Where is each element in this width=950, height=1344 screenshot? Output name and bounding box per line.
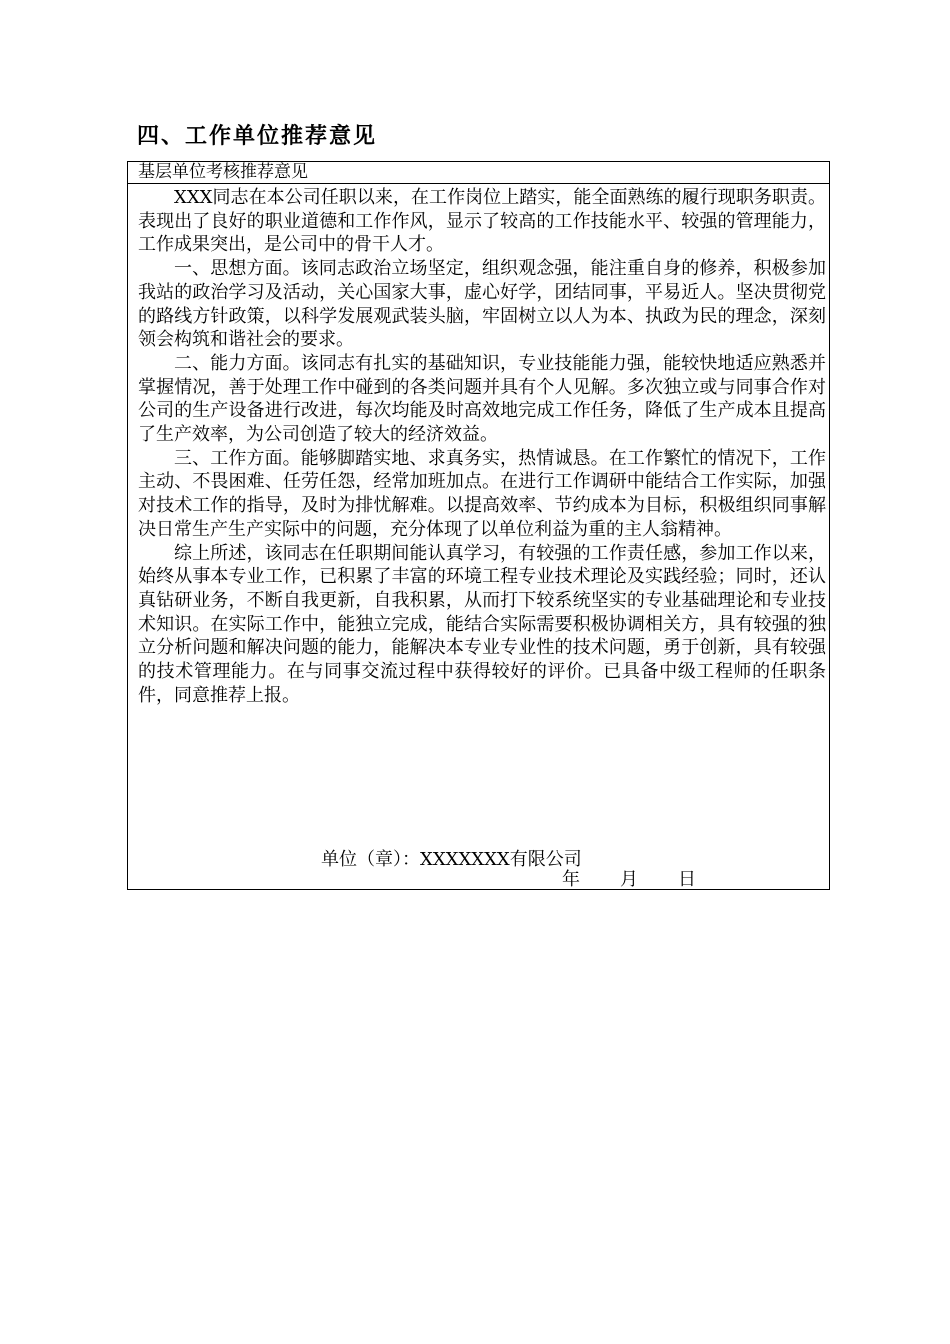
paragraph-intro: XXX同志在本公司任职以来，在工作岗位上踏实，能全面熟练的履行现职务职责。表现出了良好的职业道德和工作作风，显示了较高的工作技能水平、较强的管理能力，工作成果突出，是公司中的骨干人才。 bbox=[138, 187, 826, 256]
unit-signature: 单位（章）：XXXXXXX有限公司 bbox=[321, 849, 582, 870]
section-title: 四、工作单位推荐意见 bbox=[137, 123, 378, 149]
recommendation-body bbox=[138, 186, 826, 707]
table-header: 基层单位考核推荐意见 bbox=[128, 162, 829, 184]
date-day-label: 日 bbox=[678, 869, 696, 890]
paragraph-work: 三、工作方面。能够脚踏实地、求真务实，热情诚恳。在工作繁忙的情况下，工作主动、不畏困难、任劳任怨，经常加班加点。在进行工作调研中能结合工作实际，加强对技术工作的指导，及时为排忧解难。以提高效率、节约成本为目标，积极组织同事解决日常生产生产实际中的问题，充分体现了以单位利益为重的主人翁精神。 bbox=[138, 447, 826, 540]
date-line bbox=[562, 868, 696, 892]
date-year-label: 年 bbox=[562, 869, 580, 890]
recommendation-table bbox=[127, 161, 830, 890]
paragraph-summary: 综上所述，该同志在任职期间能认真学习，有较强的工作责任感，参加工作以来，始终从事本专业工作，已积累了丰富的环境工程专业技术理论及实践经验；同时，还认真钻研业务，不断自我更新，自我积累，从而打下较系统坚实的专业基础理论和专业技术知识。在实际工作中，能独立完成，能结合实际需要积极协调相关方，具有较强的独立分析问题和解决问题的能力，能解决本专业专业性的技术问题，勇于创新，具有较强的技术管理能力。在与同事交流过程中获得较好的评价。已具备中级工程师的任职条件，同意推荐上报。 bbox=[138, 542, 826, 706]
date-month-label: 月 bbox=[620, 869, 638, 890]
paragraph-ideology: 一、思想方面。该同志政治立场坚定，组织观念强，能注重自身的修养，积极参加我站的政治学习及活动，关心国家大事，虚心好学，团结同事，平易近人。坚决贯彻党的路线方针政策，以科学发展观武装头脑，牢固树立以人为本、执政为民的理念，深刻领会构筑和谐社会的要求。 bbox=[138, 258, 826, 351]
paragraph-ability: 二、能力方面。该同志有扎实的基础知识，专业技能能力强，能较快地适应熟悉并掌握情况，善于处理工作中碰到的各类问题并具有个人见解。多次独立或与同事合作对公司的生产设备进行改进，每次均能及时高效地完成工作任务，降低了生产成本且提高了生产效率，为公司创造了较大的经济效益。 bbox=[138, 352, 826, 446]
